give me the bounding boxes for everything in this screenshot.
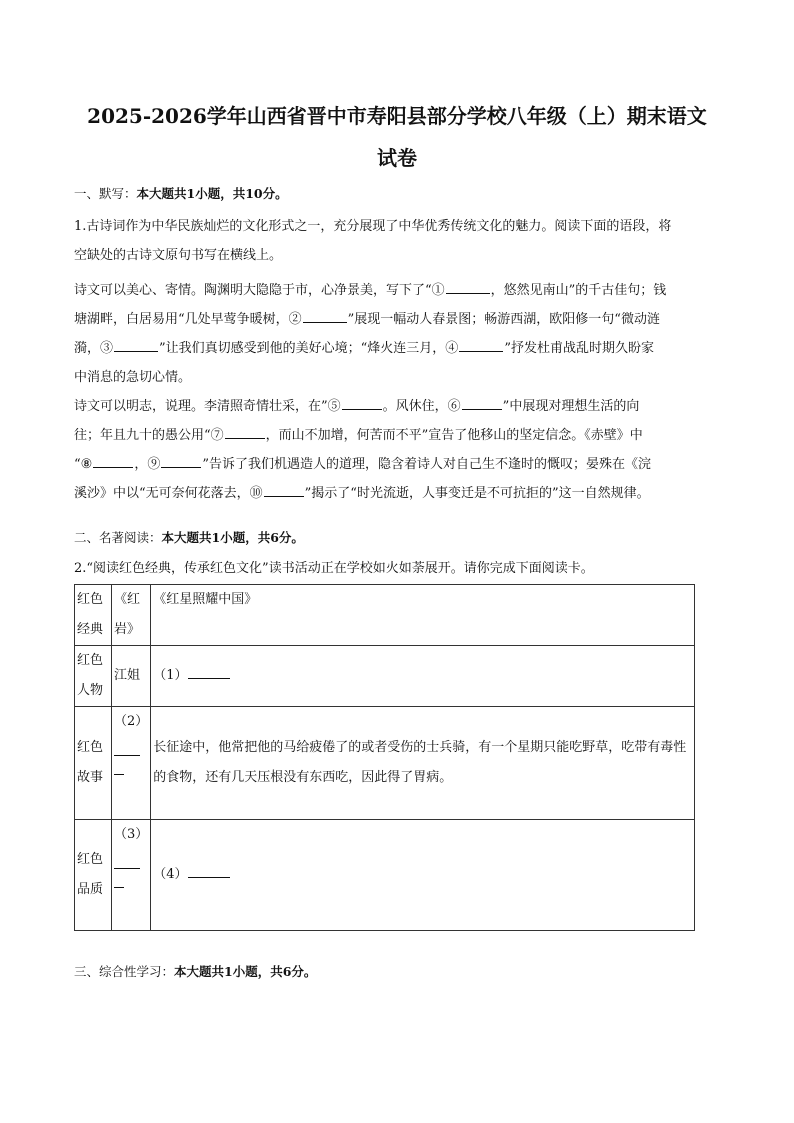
question-1-stem: 1.古诗词作为中华民族灿烂的文化形式之一，充分展现了中华优秀传统文化的魅力。阅读下面的语段，将 空缺处的古诗文原句书写在横线上。: [74, 219, 672, 263]
passage-line: 往；年且九十的愚公用“⑦ ，而山不加增，何苦而不平”宣告了他移山的坚定信念。《赤壁》中: [74, 421, 720, 450]
question-2-stem: 2.“阅读红色经典，传承红色文化”读书活动正在学校如火如荼展开。请你完成下面阅读卡。: [74, 561, 594, 576]
answer-blank-7[interactable]: [225, 424, 265, 439]
cell-book-red-star: 《红星照耀中国》: [151, 585, 695, 646]
page-title-line2: 试卷: [377, 146, 417, 170]
cell-answer-1: （1）: [151, 646, 695, 707]
answer-blank-5[interactable]: [342, 395, 382, 410]
row-label-story: 红色故事: [75, 707, 112, 820]
section-2-heading: 二、名著阅读：本大题共1小题，共6分。: [74, 530, 304, 545]
table-row: [75, 646, 695, 707]
passage-line: 塘湖畔，白居易用“几处早莺争暖树，② ”展现一幅动人春景图；畅游西湖，欧阳修一句“微动涟: [74, 305, 720, 334]
answer-blank-4[interactable]: [459, 337, 503, 352]
table-row: [75, 820, 695, 931]
answer-blank-card-2[interactable]: [114, 739, 140, 756]
answer-blank-8[interactable]: [93, 453, 133, 468]
passage-line: 漪，③ ”让我们真切感受到他的美好心境；“烽火连三月，④ ”抒发杜甫战乱时期久盼家: [74, 334, 720, 363]
cell-story-text: 长征途中，他常把他的马给疲倦了的或者受伤的士兵骑，有一个星期只能吃野草，吃带有毒性的食物，还有几天压根没有东西吃，因此得了胃病。: [151, 707, 695, 820]
answer-blank-3[interactable]: [114, 337, 158, 352]
cell-answer-4: （4）: [151, 820, 695, 931]
passage-line: “⑧ ，⑨ ”告诉了我们机遇造人的道理，隐含着诗人对自己生不逢时的慨叹；晏殊在《浣: [74, 450, 720, 479]
row-label-classic: 红色经典: [75, 585, 112, 646]
passage-line: 诗文可以美心、寄情。陶渊明大隐隐于市，心净景美，写下了“① ，悠然见南山”的千古佳句；钱: [74, 276, 720, 305]
question-1-passage: [74, 276, 720, 508]
answer-blank-10[interactable]: [264, 482, 304, 497]
row-label-person: 红色人物: [75, 646, 112, 707]
table-row: [75, 707, 695, 820]
section-1-heading: 一、默写：本大题共1小题，共10分。: [74, 186, 288, 201]
answer-blank-2[interactable]: [303, 308, 347, 323]
answer-blank-card-3-tail: [114, 871, 124, 888]
cell-jiangjie: 江姐: [112, 646, 151, 707]
row-label-quality: 红色品质: [75, 820, 112, 931]
section-3-heading: 三、综合性学习：本大题共1小题，共6分。: [74, 964, 317, 979]
reading-card-table: [74, 584, 695, 931]
page-title: 2025-2026学年山西省晋中市寿阳县部分学校八年级（上）期末语文: [87, 104, 707, 128]
answer-blank-card-2-tail: [114, 758, 124, 775]
answer-blank-card-1[interactable]: [188, 664, 230, 679]
answer-blank-6[interactable]: [462, 395, 502, 410]
cell-answer-2: （2）: [112, 707, 151, 820]
answer-blank-card-4[interactable]: [188, 863, 230, 878]
answer-blank-9[interactable]: [161, 453, 201, 468]
cell-book-hongyan: 《红岩》: [112, 585, 151, 646]
passage-line: 溪沙》中以“无可奈何花落去，⑩ ”揭示了“时光流逝，人事变迁是不可抗拒的”这一自然规律。: [74, 479, 720, 508]
table-row: [75, 585, 695, 646]
answer-blank-card-3[interactable]: [114, 852, 140, 869]
answer-blank-1[interactable]: [446, 279, 490, 294]
passage-line: 诗文可以明志，说理。李清照奇情壮采，在”⑤ 。风休住，⑥ ”中展现对理想生活的向: [74, 392, 720, 421]
passage-line: 中消息的急切心情。: [74, 370, 192, 385]
cell-answer-3: （3）: [112, 820, 151, 931]
